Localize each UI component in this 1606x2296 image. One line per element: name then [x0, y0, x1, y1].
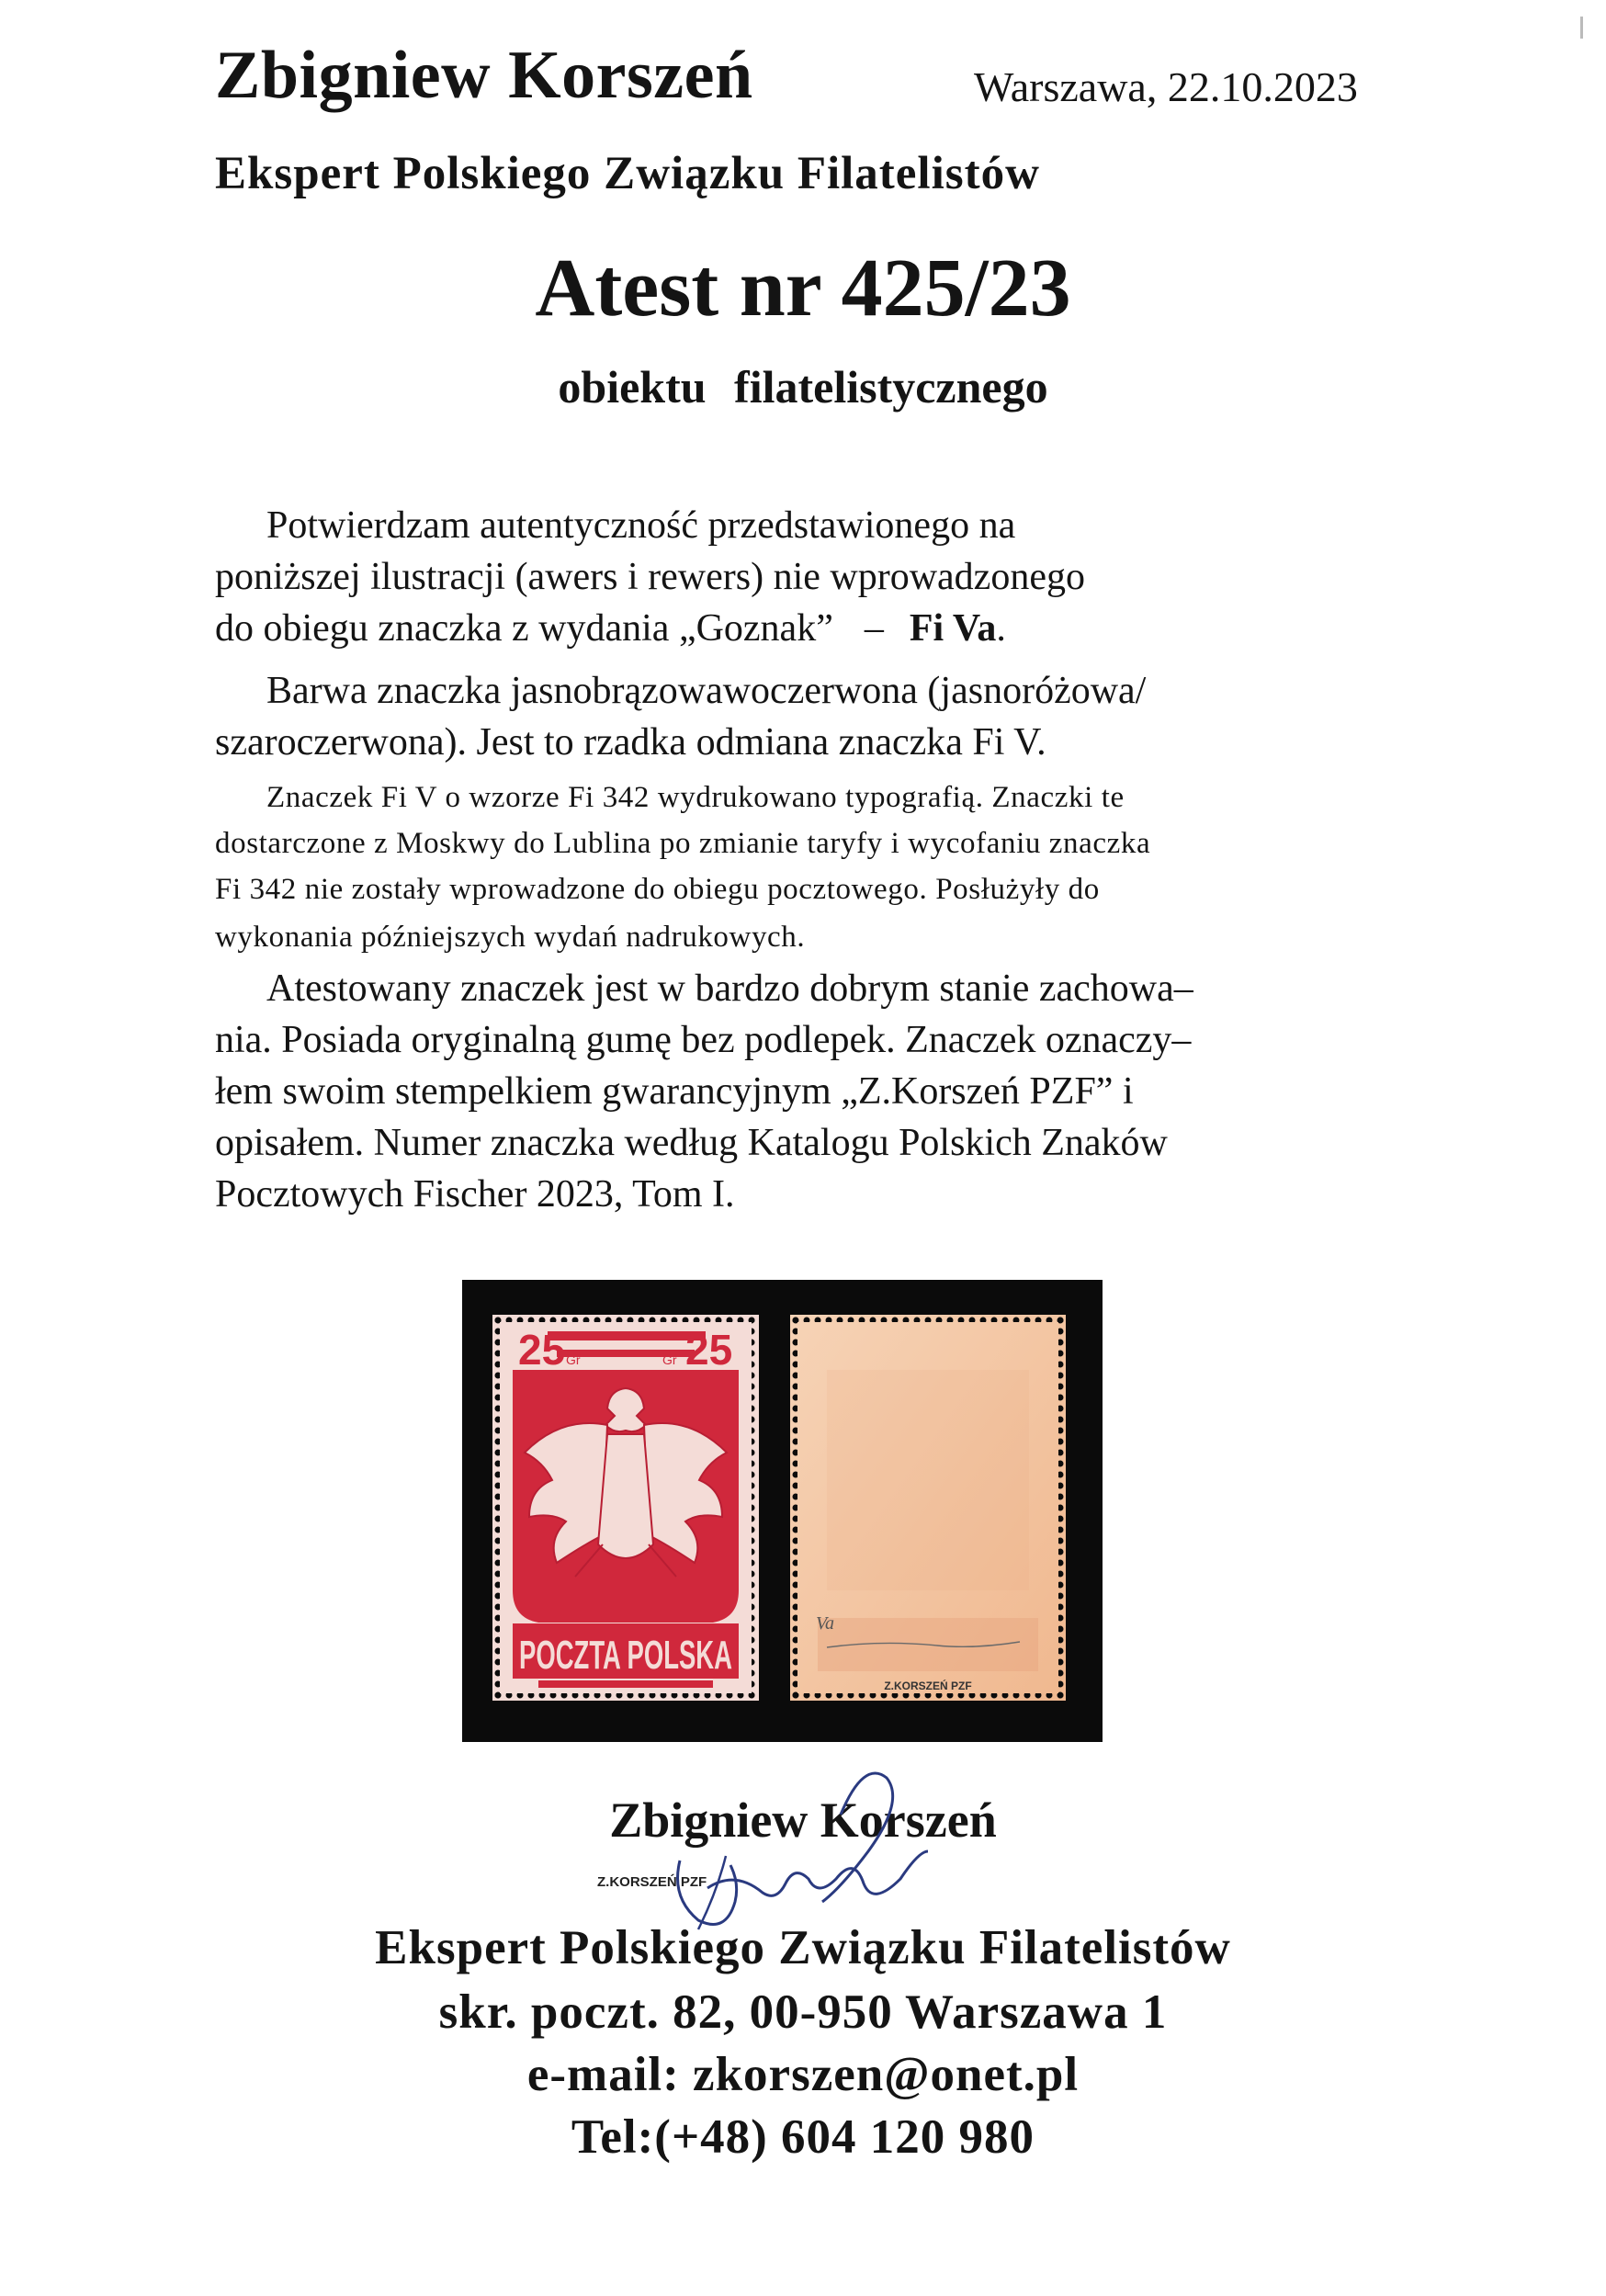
stamp-inscription: POCZTA POLSKA	[519, 1633, 732, 1678]
footer-email: e-mail: zkorszen@onet.pl	[526, 2048, 1080, 2101]
text-period: .	[996, 607, 1006, 650]
text-line: opisałem. Numer znaczka według Katalogu Polskich Znaków	[215, 1122, 1168, 1164]
text-line: dostarczone z Moskwy do Lublina po zmianie taryfy i wycofaniu znaczka	[215, 827, 1151, 860]
scan-edge-mark	[1580, 17, 1583, 39]
footer-address: skr. poczt. 82, 00-950 Warszawa 1	[438, 1985, 1168, 2039]
stamp-currency-left: Gr	[566, 1352, 581, 1367]
text-line: nia. Posiada oryginalną gumę bez podlepek. Znaczek oznaczy–	[215, 1019, 1192, 1061]
guarantee-stamp-mark: Z.KORSZEŃ PZF	[597, 1874, 707, 1890]
stamp-value-right: 25	[685, 1326, 733, 1374]
text-line: Fi 342 nie zostały wprowadzone do obiegu pocztowego. Posłużyły do	[215, 873, 1100, 906]
text-line: wykonania późniejszych wydań nadrukowych.	[215, 921, 806, 954]
certificate-number: Atest nr 425/23	[535, 243, 1071, 334]
text-segment: do obiegu znaczka z wydania „Goznak”	[215, 607, 833, 650]
back-guarantee-mark: Z.KORSZEŃ PZF	[884, 1680, 972, 1692]
text-line	[215, 606, 1006, 650]
back-note: Va	[816, 1613, 834, 1634]
footer-phone: Tel:(+48) 604 120 980	[571, 2110, 1035, 2164]
text-line: Barwa znaczka jasnobrązowawoczerwona (jasnoróżowa/	[266, 670, 1147, 712]
text-line: Potwierdzam autentyczność przedstawionego na	[266, 504, 1016, 547]
author-title: Ekspert Polskiego Związku Filatelistów	[215, 148, 1040, 199]
stamp-value-left: 25	[518, 1326, 566, 1374]
text-line: łem swoim stempelkiem gwarancyjnym „Z.Korszeń PZF” i	[215, 1070, 1134, 1113]
stamp-back-image	[790, 1315, 1066, 1701]
author-name: Zbigniew Korszeń	[215, 38, 753, 113]
text-line: Pocztowych Fischer 2023, Tom I.	[215, 1173, 735, 1216]
stamp-front-image	[492, 1315, 759, 1701]
text-line: Atestowany znaczek jest w bardzo dobrym stanie zachowa–	[266, 967, 1193, 1010]
text-line: Znaczek Fi V o wzorze Fi 342 wydrukowano typografią. Znaczki te	[266, 781, 1125, 814]
footer-name: Zbigniew Korszeń	[609, 1793, 997, 1848]
certificate-subtitle: obiektu filatelistycznego	[558, 361, 1048, 413]
footer-title: Ekspert Polskiego Związku Filatelistów	[375, 1921, 1231, 1974]
text-dash: –	[864, 607, 884, 650]
text-line: szaroczerwona). Jest to rzadka odmiana znaczka Fi V.	[215, 721, 1046, 763]
stamp-currency-right: Gr	[662, 1352, 677, 1367]
date-place: Warszawa, 22.10.2023	[974, 63, 1358, 110]
catalog-number: Fi Va	[909, 607, 997, 650]
stamp-illustration	[462, 1280, 1103, 1742]
text-line: poniższej ilustracji (awers i rewers) nie wprowadzonego	[215, 556, 1085, 598]
